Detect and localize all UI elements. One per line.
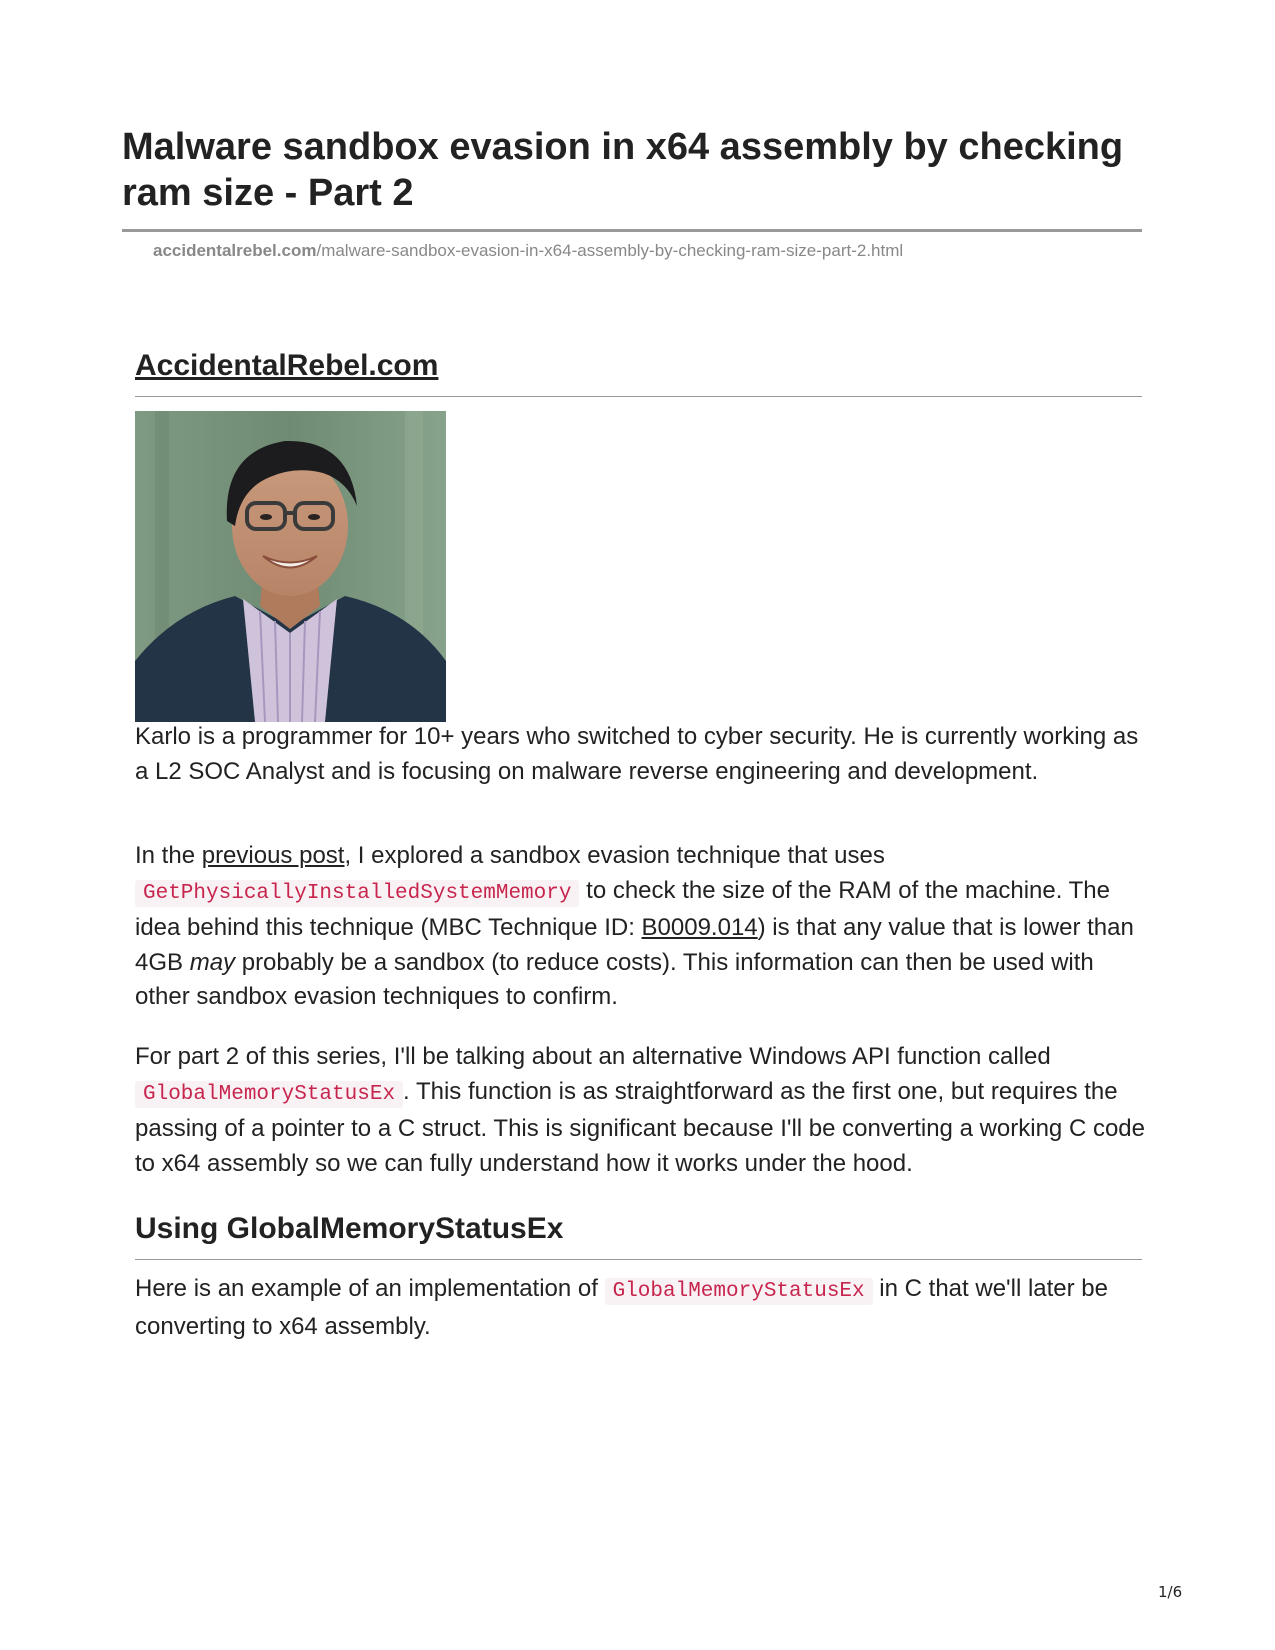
inline-code: GlobalMemoryStatusEx	[605, 1278, 873, 1305]
example-paragraph	[135, 1272, 1145, 1344]
source-url-path: /malware-sandbox-evasion-in-x64-assembly-by-checking-ram-size-part-2.html	[316, 241, 904, 260]
text-segment: to check the size of the RAM of the machine. The idea behind this technique (MBC Technique ID:	[135, 876, 1110, 941]
text-segment: probably be a sandbox (to reduce costs). This information can then be used with other sandbox evasion techniques to confirm.	[135, 948, 1094, 1010]
text-segment: , I explored a sandbox evasion technique that uses	[344, 842, 885, 869]
mbc-technique-link[interactable]: B0009.014	[641, 914, 758, 941]
author-portrait-photo-icon	[135, 411, 446, 722]
inline-code: GetPhysicallyInstalledSystemMemory	[135, 880, 579, 907]
section-divider	[135, 1259, 1142, 1260]
author-bio: Karlo is a programmer for 10+ years who switched to cyber security. He is currently working as a L2 SOC Analyst and is focusing on malware reverse engineering and development.	[135, 723, 1139, 785]
text-segment: ) is that any value that is lower than 4GB	[135, 914, 1134, 976]
emphasis-text: may	[189, 948, 236, 976]
text-segment: In the	[135, 842, 202, 869]
inline-code: GlobalMemoryStatusEx	[135, 1081, 403, 1108]
author-photo	[135, 411, 446, 722]
page-number: 1/6	[1158, 1583, 1183, 1601]
section-heading: Using GlobalMemoryStatusEx	[135, 1212, 564, 1245]
text-segment: in C that we'll later be converting to x64 assembly.	[135, 1275, 1108, 1340]
intro-paragraph	[135, 839, 1145, 1015]
source-url	[153, 240, 903, 262]
site-name-link[interactable]: AccidentalRebel.com	[135, 349, 439, 382]
series-paragraph	[135, 1040, 1145, 1181]
text-segment: Here is an example of an implementation of	[135, 1275, 605, 1302]
title-divider	[122, 229, 1142, 232]
text-segment: For part 2 of this series, I'll be talking about an alternative Windows API function called	[135, 1043, 1051, 1070]
source-url-domain: accidentalrebel.com	[153, 241, 317, 260]
document-title: Malware sandbox evasion in x64 assembly by checking ram size - Part 2	[122, 126, 1124, 214]
site-name-divider	[135, 396, 1142, 397]
text-segment: . This function is as straightforward as the first one, but requires the passing of a pointer to a C struct. This is significant because I'll be converting a working C code to x64 assembly so we can fully understand how it works under the hood.	[135, 1077, 1145, 1177]
previous-post-link[interactable]: previous post	[201, 842, 345, 869]
